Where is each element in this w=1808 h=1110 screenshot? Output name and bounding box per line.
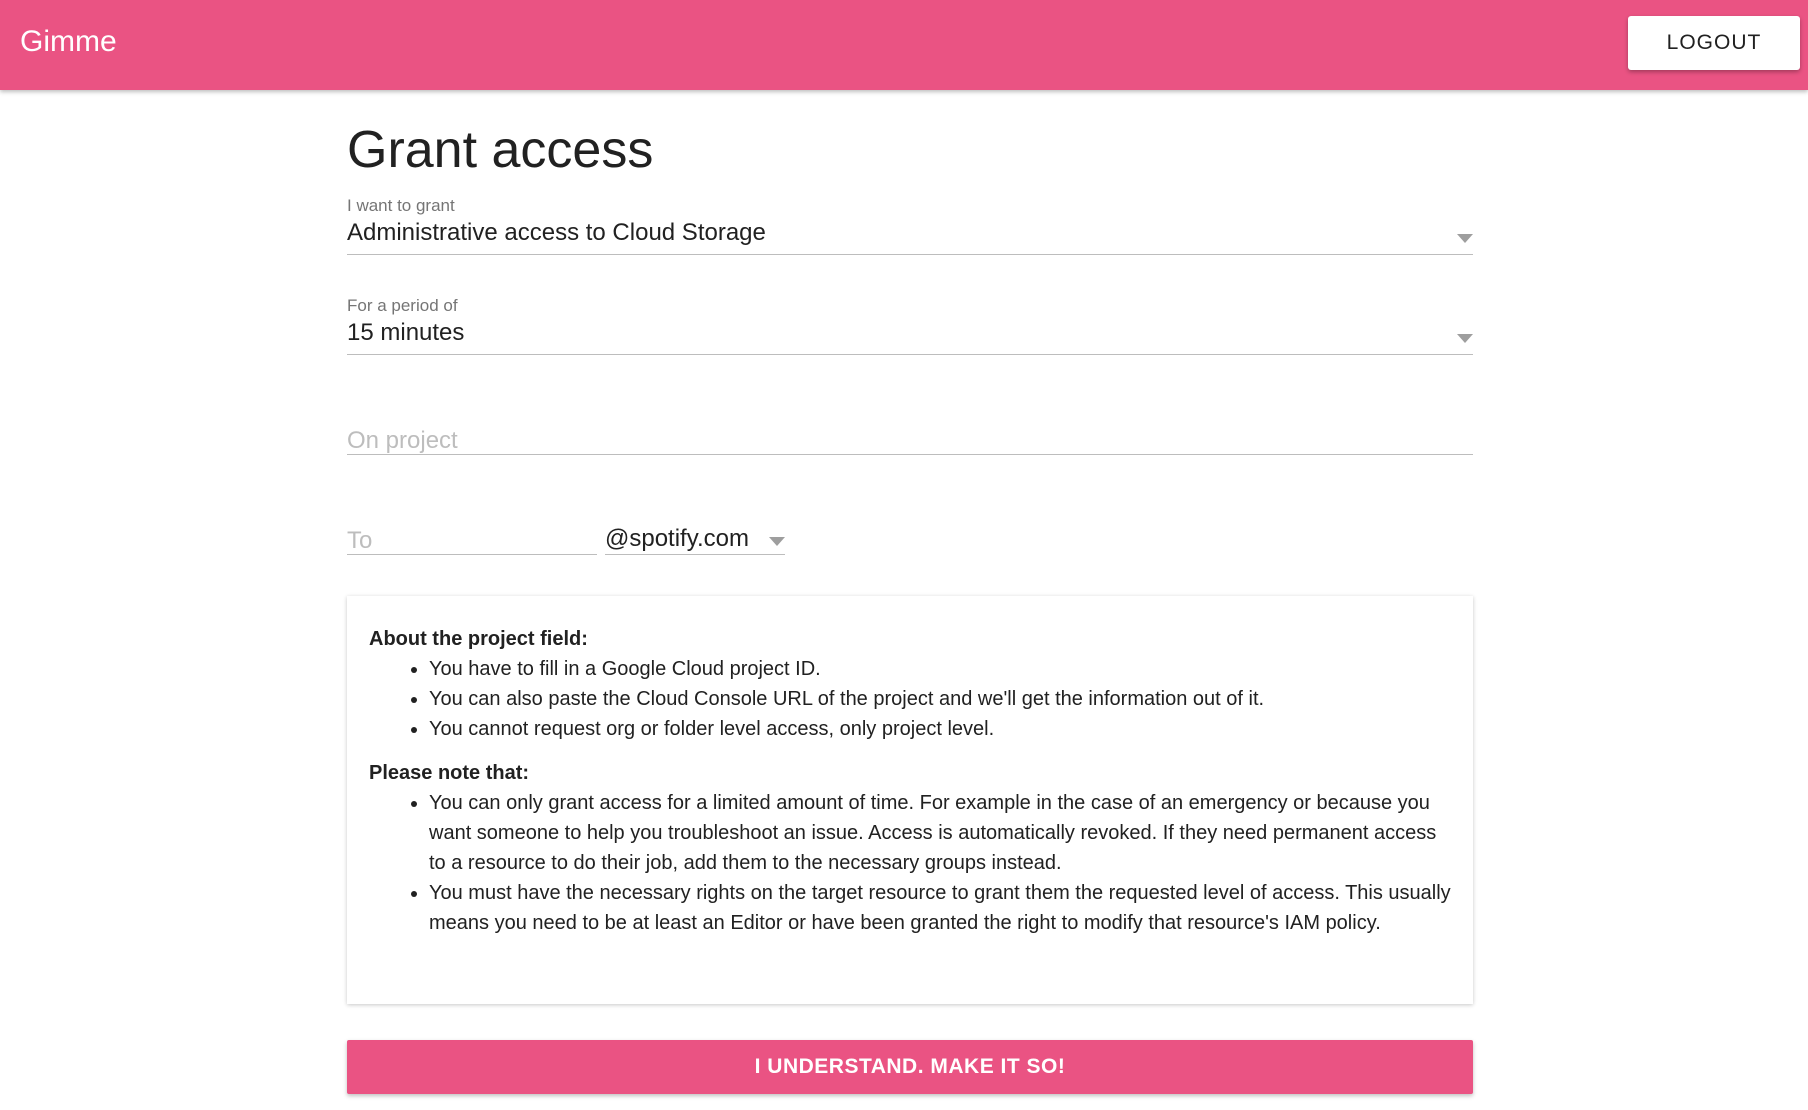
- list-item: • You cannot request org or folder level access, only project level.: [429, 714, 1451, 744]
- domain-select-underline: [605, 554, 785, 555]
- project-info-heading: About the project field:: [369, 628, 588, 650]
- project-input-placeholder: On project: [347, 427, 458, 454]
- domain-select-value: @spotify.com: [605, 525, 749, 552]
- project-info-list: [369, 654, 1451, 744]
- grant-select-underline: [347, 254, 1473, 255]
- domain-select[interactable]: [605, 524, 785, 556]
- period-select-underline: [347, 354, 1473, 355]
- recipient-input[interactable]: [347, 526, 597, 556]
- recipient-input-underline: [347, 554, 597, 555]
- app-bar: [0, 0, 1808, 90]
- period-select[interactable]: [347, 296, 1473, 356]
- logout-button[interactable]: LOGOUT: [1628, 16, 1800, 70]
- chevron-down-icon: [1457, 334, 1473, 343]
- project-input[interactable]: [347, 426, 1473, 456]
- chevron-down-icon: [1457, 234, 1473, 243]
- grant-select-label: I want to grant: [347, 196, 455, 215]
- list-item: • You must have the necessary rights on the target resource to grant them the requested level of access. This usually means you need to be at least an Editor or have been granted the right to modify that resource's IAM policy.: [429, 878, 1451, 938]
- list-item: • You can only grant access for a limited amount of time. For example in the case of an emergency or because you want someone to help you troubleshoot an issue. Access is automatically revoked. If they need permanent access to a resource to do their job, add them to the necessary groups instead.: [429, 788, 1451, 878]
- grant-select-value: Administrative access to Cloud Storage: [347, 219, 766, 246]
- recipient-input-placeholder: To: [347, 527, 373, 554]
- submit-button[interactable]: I UNDERSTAND. MAKE IT SO!: [347, 1040, 1473, 1094]
- period-select-value: 15 minutes: [347, 319, 465, 346]
- project-input-underline: [347, 454, 1473, 455]
- note-list: [369, 788, 1451, 938]
- grant-select[interactable]: [347, 196, 1473, 256]
- period-select-label: For a period of: [347, 296, 458, 315]
- chevron-down-icon: [769, 537, 785, 546]
- list-item: • You have to fill in a Google Cloud project ID.: [429, 654, 1451, 684]
- app-title: Gimme: [20, 25, 117, 58]
- page-title: Grant access: [347, 121, 654, 179]
- list-item: • You can also paste the Cloud Console URL of the project and we'll get the information out of it.: [429, 684, 1451, 714]
- note-heading: Please note that:: [369, 762, 530, 784]
- info-card: [347, 596, 1473, 1004]
